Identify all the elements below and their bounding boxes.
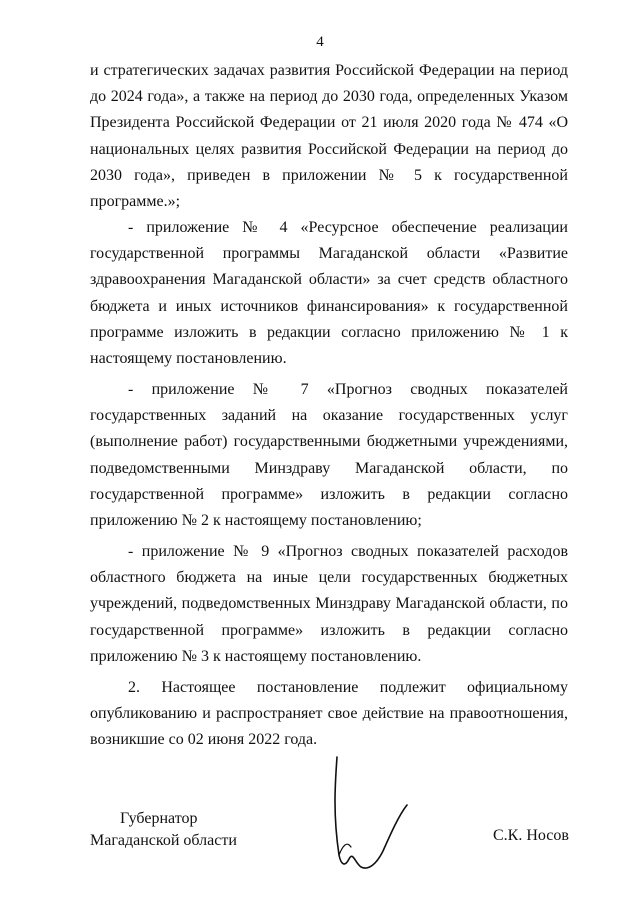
handwritten-signature — [325, 755, 425, 875]
paragraph-continuation: и стратегических задачах развития Российской Федерации на период до 2024 года», а также на период до 2030 года, определенных Указом Президента Российской Федерации от 21 июля 2020 года № 474 «О национальных целях развития Российской Федерации на период до 2030 года», приведен в приложении № 5 к государственной программе.»; — [90, 62, 568, 211]
page-number: 4 — [316, 34, 324, 50]
paragraph-appendix-4: - приложение № 4 «Ресурсное обеспечение реализации государственной программы Магаданской области «Развитие здравоохранения Магаданской области» за счет средств областного бюджета и иных источников финансирования» к государственной программе изложить в редакции согласно приложению № 1 к настоящему постановлению. — [90, 219, 568, 368]
signatory-name: С.К. Носов — [493, 827, 569, 844]
signatory-title — [90, 808, 237, 852]
paragraph-publication: 2. Настоящее постановление подлежит официальному опубликованию и распространяет свое действие на правоотношения, возникшие со 02 июня 2022 года. — [90, 679, 568, 749]
signatory-title-line1: Губернатор — [120, 810, 198, 827]
paragraph-appendix-7: - приложение № 7 «Прогноз сводных показателей государственных заданий на оказание государственных услуг (выполнение работ) государственными бюджетными учреждениями, подведомственными Минздраву Магаданской области, по государственной программе» изложить в редакции согласно приложению № 2 к настоящему постановлению; — [90, 381, 568, 530]
signatory-title-line2: Магаданской области — [90, 832, 237, 849]
paragraph-appendix-9: - приложение № 9 «Прогноз сводных показателей расходов областного бюджета на иные цели государственных бюджетных учреждений, подведомственных Минздраву Магаданской области, по государственной программе» изложить в редакции согласно приложению № 3 к настоящему постановлению. — [90, 543, 568, 665]
